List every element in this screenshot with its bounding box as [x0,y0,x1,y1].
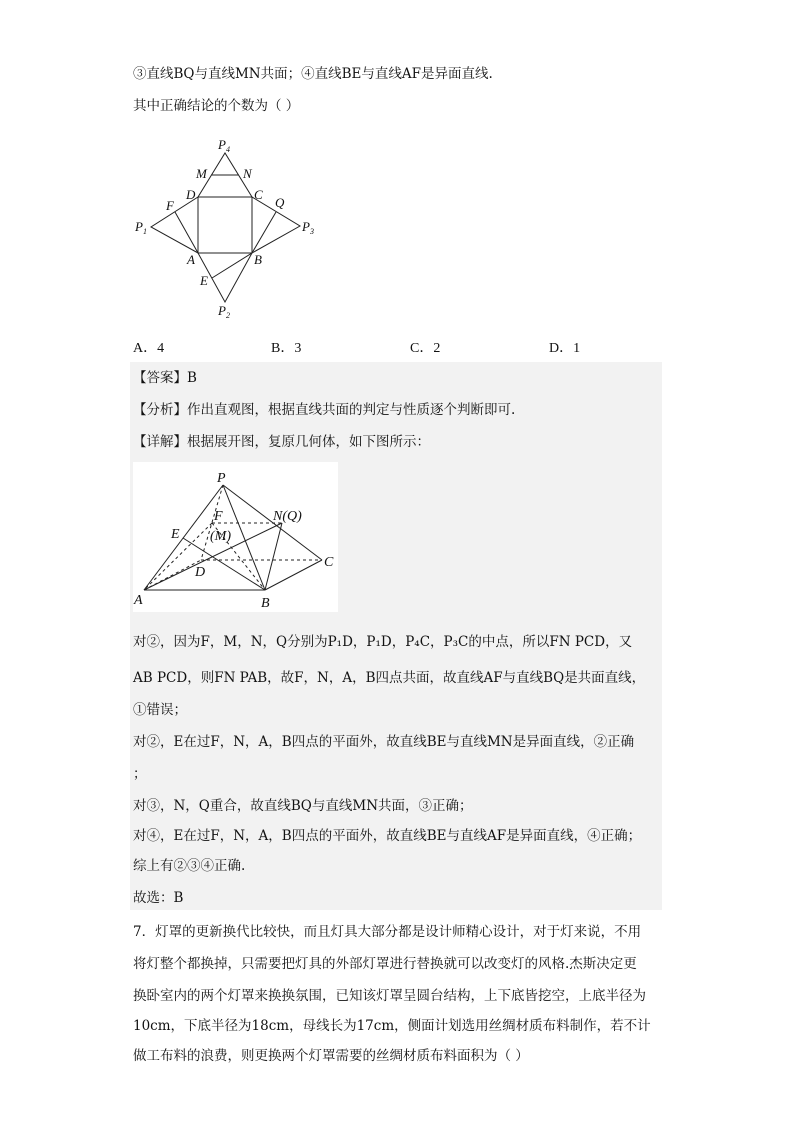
label-c: C [254,187,263,202]
label-p: P [217,471,226,486]
label-m: M [196,166,207,181]
q7-line-2: 将灯整个都换掉，只需要把灯具的外部灯罩进行替换就可以改变灯的风格.杰斯决定更 [133,956,637,972]
solution-p8: 综上有②③④正确. [133,858,246,874]
pyramid-diagram [133,462,338,612]
q7-line-3: 换卧室内的两个灯罩来换换氛围，已知该灯罩呈圆台结构，上下底皆挖空，上底半径为 [133,988,646,1004]
label-p2: $P_2$ [218,303,230,320]
label-nq: N(Q) [273,509,302,524]
label-b2: B [261,596,270,611]
detail-line: 【详解】根据展开图，复原几何体，如下图所示： [133,434,430,450]
q7-line-5: 做工布料的浪费，则更换两个灯罩需要的丝绸材质布料面积为（ ） [133,1048,529,1064]
label-p3: $P_3$ [302,219,314,236]
label-p4: $P_4$ [218,137,230,154]
label-f2: F [214,509,223,524]
q7-line-4: 10cm，下底半径为18cm，母线长为17cm，侧面计划选用丝绸材质布料制作，若不计 [133,1018,651,1034]
choice-c[interactable]: C．2 [410,341,441,356]
label-c2: C [324,555,334,570]
q7-line-1: 7．灯罩的更新换代比较快，而且灯具大部分都是设计师精心设计，对于灯来说，不用 [133,924,642,940]
analysis-line: 【分析】作出直观图，根据直线共面的判定与性质逐个判断即可. [133,402,516,418]
label-d2: D [195,565,206,580]
solution-p1: 对②，因为F，M，N，Q分别为P₁D，P₁D，P₄C，P₃C的中点，所以FN PCD，又 [133,634,633,650]
label-n: N [243,166,252,181]
label-a: A [187,252,195,267]
answer-line: 【答案】B [133,370,197,386]
solution-p5: ； [133,766,147,782]
solution-p9: 故选：B [133,890,184,906]
question-prompt: 其中正确结论的个数为（ ） [133,98,300,114]
solution-p7: 对④，E在过F，N，A，B四点的平面外，故直线BE与直线AF是异面直线，④正确； [133,828,642,844]
label-b: B [254,252,262,267]
label-d: D [186,187,196,202]
solution-p6: 对③，N，Q重合，故直线BQ与直线MN共面，③正确； [133,798,473,814]
solution-p3: ①错误； [133,702,187,718]
choice-b[interactable]: B．3 [271,341,302,356]
solution-p2: AB PCD，则FN PAB，故F，N，A，B四点共面，故直线AF与直线BQ是共面直线， [133,670,646,686]
label-m2: (M) [210,529,231,544]
label-e: E [200,273,208,288]
label-p1: $P_1$ [135,219,147,236]
choice-a[interactable]: A．4 [133,341,165,356]
choice-d[interactable]: D．1 [549,341,581,356]
net-diagram [130,130,330,325]
label-a2: A [134,593,143,608]
statement-line-3-4: ③直线BQ与直线MN共面；④直线BE与直线AF是异面直线. [133,66,493,82]
solution-p4: 对②，E在过F，N，A，B四点的平面外，故直线BE与直线MN是异面直线，②正确 [133,734,635,750]
label-f: F [166,198,174,213]
label-e2: E [171,527,180,542]
label-q: Q [275,195,285,210]
